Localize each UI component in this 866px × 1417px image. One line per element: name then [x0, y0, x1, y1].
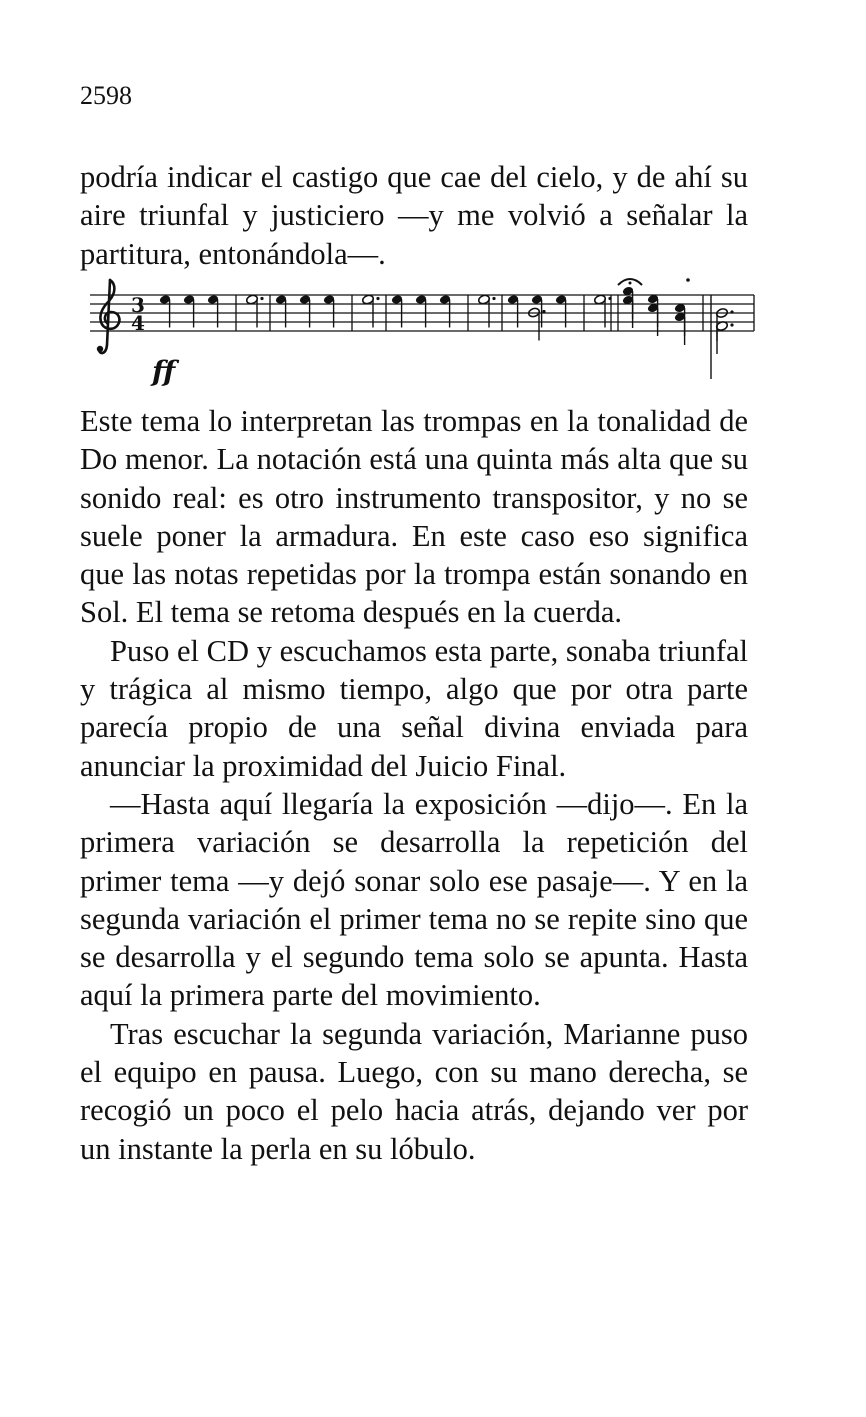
dynamic-marking: ff — [152, 355, 176, 388]
paragraph: —Hasta aquí llegaría la exposición —dijo—. En la primera variación se desarrolla la repetición del primer tema —y dejó sonar solo ese pasaje—. Y en la segunda variación el primer tema no se repite sino que se desarrolla y el segundo tema solo se apunta. Hasta aquí la primera parte del movimiento. — [80, 786, 748, 1013]
text-block-main — [80, 402, 748, 1168]
time-signature-bottom: 4 — [131, 311, 145, 335]
dot — [730, 323, 733, 326]
score-notes — [159, 278, 754, 379]
paragraph: Tras escuchar la segunda variación, Marianne puso el equipo en pausa. Luego, con su mano derecha, se recogió un poco el pelo hacia atrás, dejando ver por un instante la perla en su lóbulo. — [80, 1016, 748, 1166]
dot — [260, 297, 263, 300]
paragraph: Puso el CD y escuchamos esta parte, sonaba triunfal y trágica al mismo tiempo, algo que por otra parte parecía propio de una señal divina enviada para anunciar la proximidad del Juicio Final. — [80, 633, 748, 783]
dot — [542, 310, 545, 313]
dot — [730, 310, 733, 313]
treble-clef-dot — [97, 346, 103, 352]
text-block-top — [80, 158, 748, 273]
paragraph: Este tema lo interpretan las trompas en la tonalidad de Do menor. La notación está una quinta más alta que su sonido real: es otro instrumento transpositor, y no se suele poner la armadura. En este caso eso significa que las notas repetidas por la trompa están sonando en Sol. El tema se retoma después en la cuerda. — [80, 404, 748, 630]
dot — [492, 297, 495, 300]
paragraph: podría indicar el castigo que cae del cielo, y de ahí su aire triunfal y justiciero —y me volvió a señalar la partitura, entonándola—. — [80, 160, 748, 271]
music-score — [90, 275, 760, 397]
dot — [376, 297, 379, 300]
time-signature-top: 3 — [131, 293, 145, 317]
fermata-dot — [629, 282, 632, 285]
staccato-dot — [686, 278, 690, 282]
page-number: 2598 — [80, 81, 132, 110]
treble-clef-icon — [99, 280, 119, 353]
